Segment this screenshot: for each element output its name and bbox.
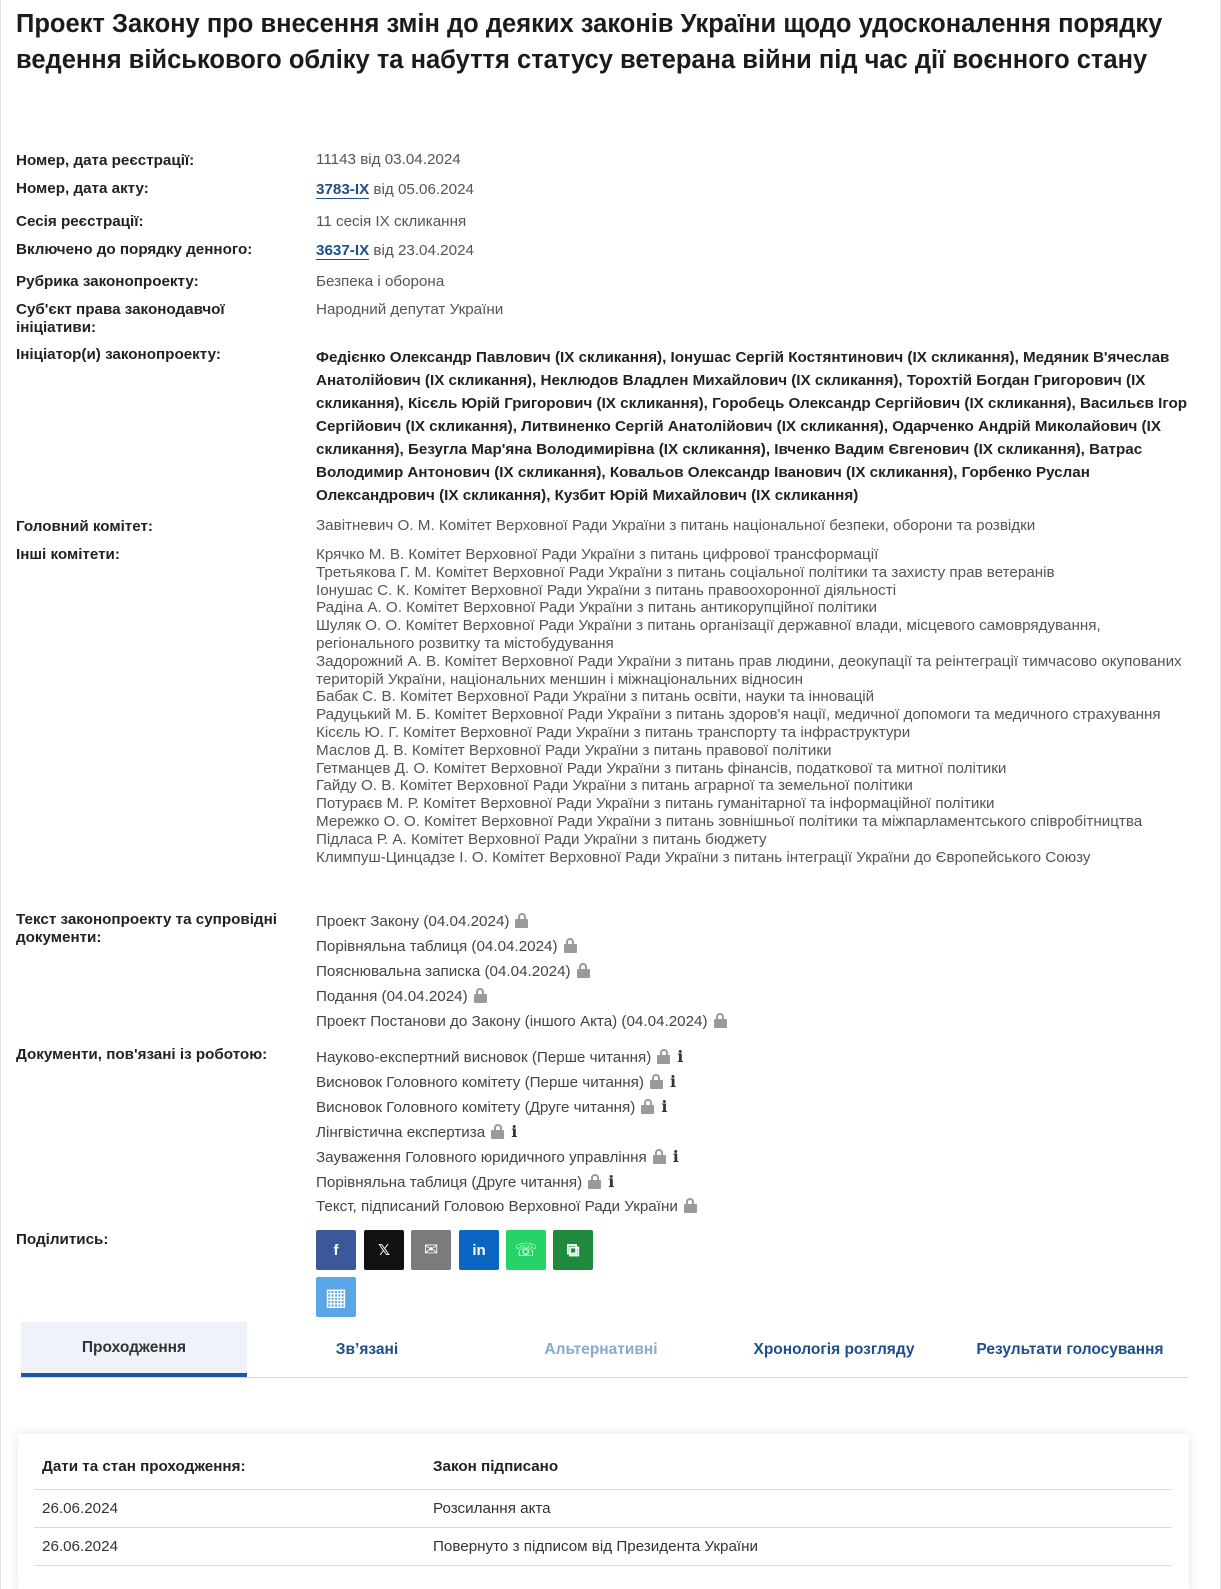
committee-item: Маслов Д. В. Комітет Верховної Ради України з питань правової політики <box>316 741 832 759</box>
copy-link-button[interactable]: ⧉ <box>553 1230 593 1270</box>
work-doc-link[interactable]: Науково-експертний висновок (Перше читання) <box>316 1049 652 1066</box>
act-date: від 05.06.2024 <box>369 181 474 198</box>
passage-table <box>18 1434 1189 1589</box>
x-share-button[interactable]: 𝕏 <box>364 1230 404 1270</box>
committee-item: Шуляк О. О. Комітет Верховної Ради України з питань організації державної влади, місцевого самоврядування, регіонального розвитку та містобудування <box>316 617 1101 652</box>
linkedin-share-button[interactable]: in <box>459 1230 499 1270</box>
act-label: Номер, дата акту: <box>16 180 149 197</box>
table-row <box>34 1528 1172 1566</box>
share-label: Поділитись: <box>16 1231 109 1248</box>
row-status: Розсилання акта <box>433 1500 551 1517</box>
session-value: 11 сесія IX скликання <box>316 213 467 230</box>
initiators-value: Федієнко Олександр Павлович (IX скликання), Іонушас Сергій Костянтинович (IX скликання), Медяник В'ячеслав Анатолійович (IX скликання), Неклюдов Владлен Михайлович (IX скликання), Торохтій Богдан Григорович (IX скликання), Кісєль Юрій Григорович (IX скликання), Горобець Олександр Сергійович (IX скликання), Васильєв Ігор Сергійович (IX скликання), Литвиненко Сергій Анатолійович (IX скликання), Одарченко Андрій Миколайович (IX скликання), Безугла Мар'яна Володимирівна (IX скликання), Івченко Вадим Євгенович (IX скликання), Ватрас Володимир Антонович (IX скликання), Ковальов Олександр Іванович (IX скликання), Горбенко Руслан Олександрович (IX скликання), Кузбит Юрій Михайлович (IX скликання) <box>316 349 1188 504</box>
info-icon[interactable]: i <box>669 1072 677 1091</box>
page-title: Проект Закону про внесення змін до деяких законів України щодо удосконалення порядку ведення військового обліку та набуття статусу ветерана війни під час дії воєнного стану <box>16 10 1163 74</box>
tab-passage[interactable]: Проходження <box>21 1322 247 1377</box>
committee-item: Іонушас С. К. Комітет Верховної Ради України з питань правоохоронної діяльності <box>316 581 897 599</box>
agenda-date: від 23.04.2024 <box>369 242 474 259</box>
committee-item: Підласа Р. А. Комітет Верховної Ради України з питань бюджету <box>316 830 767 848</box>
document-link[interactable]: Пояснювальна записка (04.04.2024) <box>316 963 571 980</box>
work-docs-label: Документи, пов'язані із роботою: <box>16 1046 268 1063</box>
document-link[interactable]: Проект Постанови до Закону (іншого Акта) (04.04.2024) <box>316 1013 708 1030</box>
facebook-share-button[interactable]: f <box>316 1230 356 1270</box>
committee-item: Гетманцев Д. О. Комітет Верховної Ради України з питань фінансів, податкової та митної політики <box>316 759 1007 777</box>
committee-item: Кісєль Ю. Г. Комітет Верховної Ради України з питань транспорту та інфраструктури <box>316 723 911 741</box>
document-item[interactable] <box>316 936 1196 961</box>
lock-icon <box>650 1074 663 1088</box>
info-icon[interactable]: i <box>677 1047 684 1066</box>
lock-icon <box>641 1099 654 1113</box>
document-item[interactable] <box>316 986 1196 1011</box>
lock-icon <box>564 938 577 952</box>
header-dates: Дати та стан проходження: <box>42 1458 246 1475</box>
main-committee-value: Завітневич О. М. Комітет Верховної Ради України з питань національної безпеки, оборони та розвідки <box>316 517 1036 534</box>
work-docs-list <box>316 1046 1196 1221</box>
act-number-link[interactable]: 3783-IX <box>316 181 370 198</box>
agenda-label: Включено до порядку денного: <box>16 241 253 258</box>
lock-icon <box>577 963 590 977</box>
document-link[interactable]: Подання (04.04.2024) <box>316 988 468 1005</box>
document-item[interactable] <box>316 961 1196 986</box>
subject-value: Народний депутат України <box>316 301 504 318</box>
whatsapp-share-button[interactable]: ☏ <box>506 1230 546 1270</box>
tab-chronology[interactable]: Хронологія розгляду <box>753 1340 915 1358</box>
lock-icon <box>588 1174 601 1188</box>
work-doc-item[interactable] <box>316 1096 1196 1121</box>
rubric-value: Безпека і оборона <box>316 273 445 290</box>
lock-icon <box>714 1013 727 1027</box>
other-committees-list <box>316 546 1196 866</box>
documents-label: Текст законопроекту та супровідні документи: <box>16 911 277 946</box>
agenda-number-link[interactable]: 3637-IX <box>316 242 370 259</box>
lock-icon <box>491 1124 504 1138</box>
initiators-label: Ініціатор(и) законопроекту: <box>16 346 221 363</box>
header-status: Закон підписано <box>433 1458 559 1475</box>
document-link[interactable]: Проект Закону (04.04.2024) <box>316 913 510 930</box>
tab-voting-results[interactable]: Результати голосування <box>976 1340 1164 1358</box>
info-icon[interactable]: i <box>608 1172 615 1191</box>
registration-label: Номер, дата реєстрації: <box>16 152 195 169</box>
work-doc-item[interactable] <box>316 1146 1196 1171</box>
tab-related[interactable]: Зв’язані <box>335 1340 399 1358</box>
work-doc-link[interactable]: Зауваження Головного юридичного управління <box>316 1149 647 1166</box>
lock-icon <box>653 1149 666 1163</box>
work-doc-item[interactable] <box>316 1121 1196 1146</box>
lock-icon <box>515 913 528 927</box>
committee-item: Радіна А. О. Комітет Верховної Ради України з питань антикорупційної політики <box>316 599 877 617</box>
work-doc-item[interactable] <box>316 1171 1196 1196</box>
work-doc-link[interactable]: Лінгвістична експертиза <box>316 1124 486 1141</box>
row-status: Повернуто з підписом від Президента України <box>433 1538 758 1555</box>
committee-item: Задорожний А. В. Комітет Верховної Ради України з питань прав людини, деокупації та реінтеграції тимчасово окупованих територій України, національних меншин і міжнаціональних відносин <box>316 652 1182 688</box>
work-doc-item[interactable] <box>316 1046 1196 1071</box>
lock-icon <box>684 1198 697 1212</box>
email-share-button[interactable]: ✉ <box>411 1230 451 1270</box>
info-icon[interactable]: i <box>511 1122 518 1141</box>
tab-bar <box>19 1322 1188 1378</box>
row-date: 26.06.2024 <box>42 1538 119 1555</box>
document-link[interactable]: Порівняльна таблиця (04.04.2024) <box>316 938 558 955</box>
qr-code-button[interactable]: ▦ <box>316 1277 356 1317</box>
document-item[interactable] <box>316 1011 1196 1036</box>
act-value <box>316 179 474 201</box>
tab-alternative[interactable]: Альтернативні <box>544 1340 658 1358</box>
agenda-value <box>316 240 474 262</box>
lock-icon <box>657 1049 670 1063</box>
work-doc-item[interactable] <box>316 1196 1196 1221</box>
lock-icon <box>474 988 487 1002</box>
registration-value: 11143 від 03.04.2024 <box>316 151 461 168</box>
other-committees-label: Інші комітети: <box>16 546 120 563</box>
committee-item: Крячко М. В. Комітет Верховної Ради України з питань цифрової трансформації <box>316 546 879 563</box>
table-row <box>34 1490 1172 1528</box>
info-icon[interactable]: i <box>661 1097 668 1116</box>
committee-item: Климпуш-Цинцадзе І. О. Комітет Верховної Ради України з питань інтеграції України до Європейського Союзу <box>316 848 1091 866</box>
main-committee-label: Головний комітет: <box>16 518 153 535</box>
document-item[interactable] <box>316 911 1196 936</box>
documents-list <box>316 911 1196 1036</box>
work-doc-link[interactable]: Порівняльна таблиця (Друге читання) <box>316 1174 583 1191</box>
committee-item: Радуцький М. Б. Комітет Верховної Ради України з питань здоров'я нації, медичної допомоги та медичного страхування <box>316 706 1161 724</box>
committee-item: Гайду О. В. Комітет Верховної Ради України з питань аграрної та земельної політики <box>316 777 913 795</box>
rubric-label: Рубрика законопроекту: <box>16 273 199 290</box>
bill-page <box>1 0 1206 1589</box>
work-doc-link[interactable]: Текст, підписаний Головою Верховної Ради України <box>316 1198 678 1215</box>
info-icon[interactable]: i <box>672 1147 679 1166</box>
work-doc-item[interactable] <box>316 1071 1196 1096</box>
subject-label: Суб'єкт права законодавчої ініціативи: <box>16 301 225 336</box>
work-doc-link[interactable]: Висновок Головного комітету (Перше читання) <box>316 1074 644 1091</box>
committee-item: Мережко О. О. Комітет Верховної Ради України з питань зовнішньої політики та міжпарламентського співробітництва <box>316 812 1143 830</box>
committee-item: Бабак С. В. Комітет Верховної Ради України з питань освіти, науки та інновацій <box>316 688 875 706</box>
committee-item: Потураєв М. Р. Комітет Верховної Ради України з питань гуманітарної та інформаційної політики <box>316 795 995 813</box>
table-header-row <box>34 1440 1172 1490</box>
session-label: Сесія реєстрації: <box>16 213 144 230</box>
committee-item: Третьякова Г. М. Комітет Верховної Ради України з питань соціальної політики та захисту прав ветеранів <box>316 563 1055 581</box>
row-date: 26.06.2024 <box>42 1500 119 1517</box>
work-doc-link[interactable]: Висновок Головного комітету (Друге читання) <box>316 1099 636 1116</box>
